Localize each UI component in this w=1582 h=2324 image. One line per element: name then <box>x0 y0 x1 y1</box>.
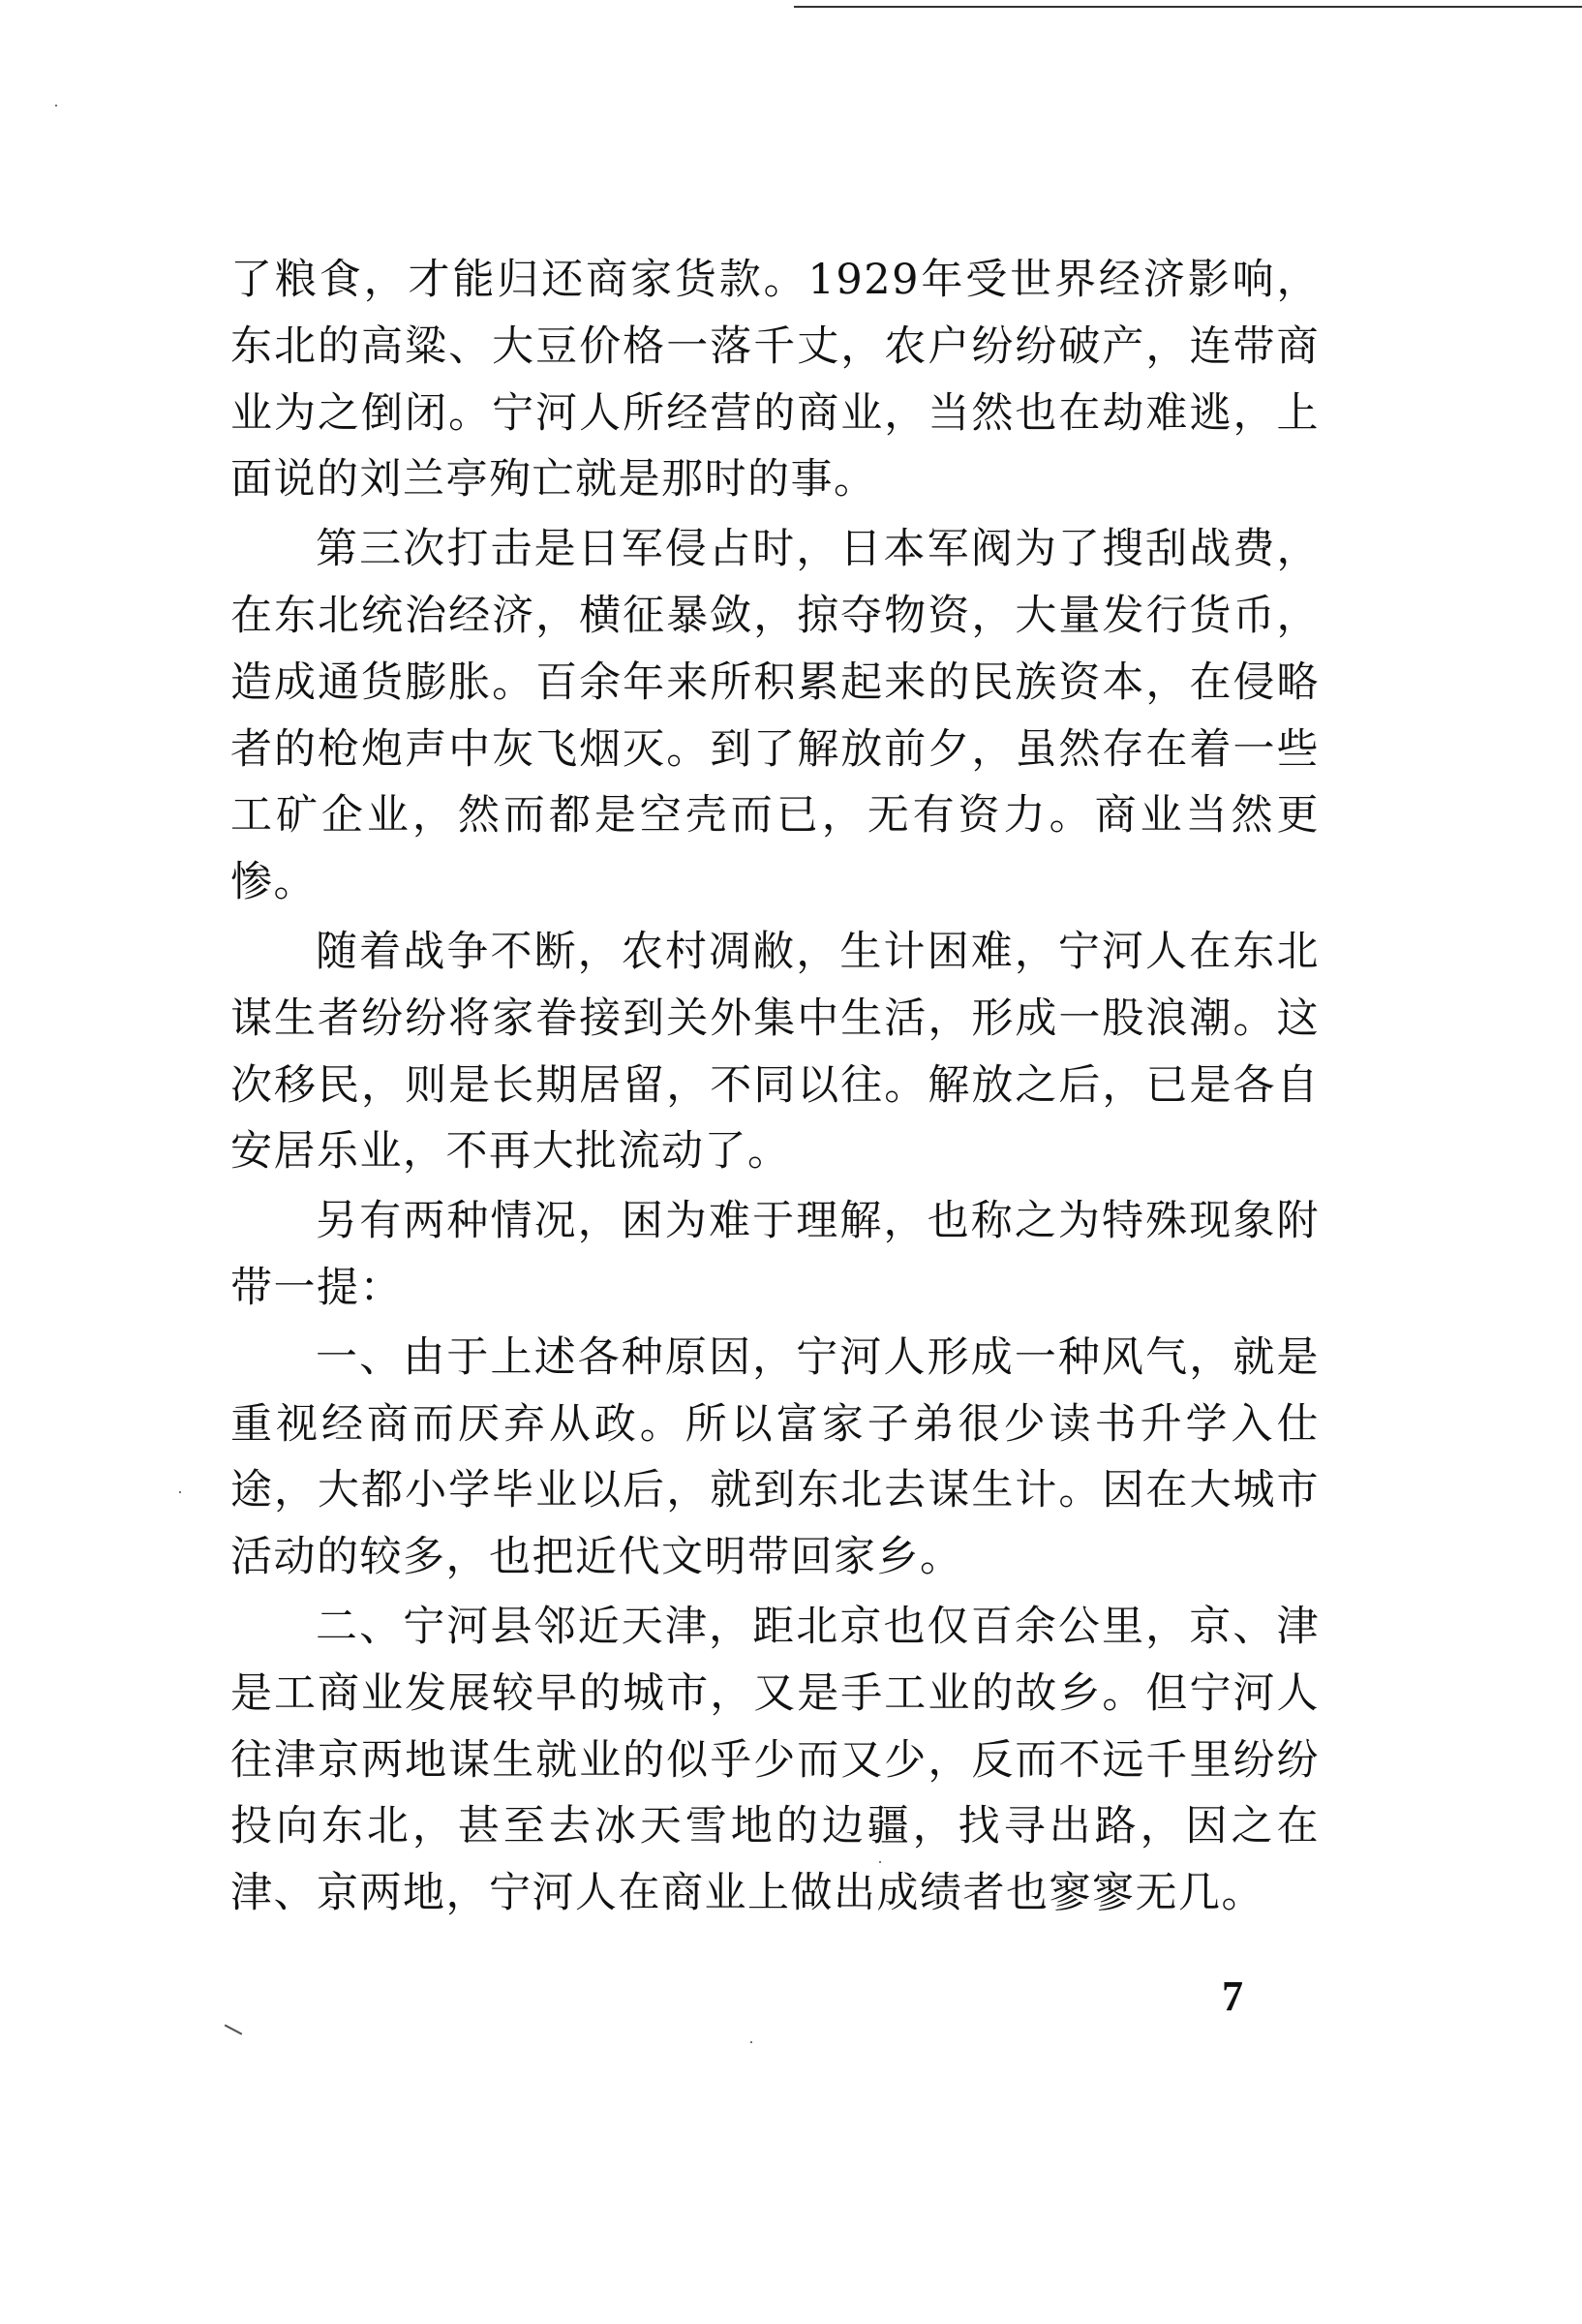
paragraph-special-cases-intro: 另有两种情况，困为难于理解，也称之为特殊现象附带一提： <box>230 1197 1320 1312</box>
scan-speck <box>55 105 57 107</box>
scan-speck <box>879 1861 881 1863</box>
paragraph-migration: 随着战争不断，农村凋敝，生计困难，宁河人在东北谋生者纷纷将家眷接到关外集中生活，形成一股浪潮。这次移民，则是长期居留，不同以往。解放之后，已是各自安居乐业，不再大批流动了。 <box>230 927 1320 1177</box>
page-number: 7 <box>1222 1972 1243 2020</box>
paragraph-third-blow: 第三次打击是日军侵占时，日本军阀为了搜刮战费，在东北统治经济，横征暴敛，掠夺物资，大量发行货币，造成通货膨胀。百余年来所积累起来的民族资本，在侵略者的枪炮声中灰飞烟灭。到了解放前夕，虽然存在着一些工矿企业，然而都是空壳而已，无有资力。商业当然更惨。 <box>230 525 1320 907</box>
scan-speck <box>750 2041 752 2043</box>
paragraph-case-one: 一、由于上述各种原因，宁河人形成一种风气，就是重视经商而厌弃从政。所以富家子弟很少读书升学入仕途，大都小学毕业以后，就到东北去谋生计。因在大城市活动的较多，也把近代文明带回家乡。 <box>230 1332 1320 1582</box>
scan-mark <box>225 2024 243 2034</box>
paragraph-case-two: 二、宁河县邻近天津，距北京也仅百余公里，京、津是工商业发展较早的城市，又是手工业的故乡。但宁河人往津京两地谋生就业的似乎少而又少，反而不远千里纷纷投向东北，甚至去冰天雪地的边疆，找寻出路，因之在津、京两地，宁河人在商业上做出成绩者也寥寥无几。 <box>230 1602 1320 1918</box>
page-body <box>230 247 1320 1927</box>
scan-speck <box>179 1491 181 1493</box>
paragraph-continuation: 了粮食，才能归还商家货款。1929年受世界经济影响，东北的高粱、大豆价格一落千丈，农户纷纷破产，连带商业为之倒闭。宁河人所经营的商业，当然也在劫难逃，上面说的刘兰亭殉亡就是那时的事。 <box>230 256 1320 505</box>
top-rule <box>794 6 1582 8</box>
